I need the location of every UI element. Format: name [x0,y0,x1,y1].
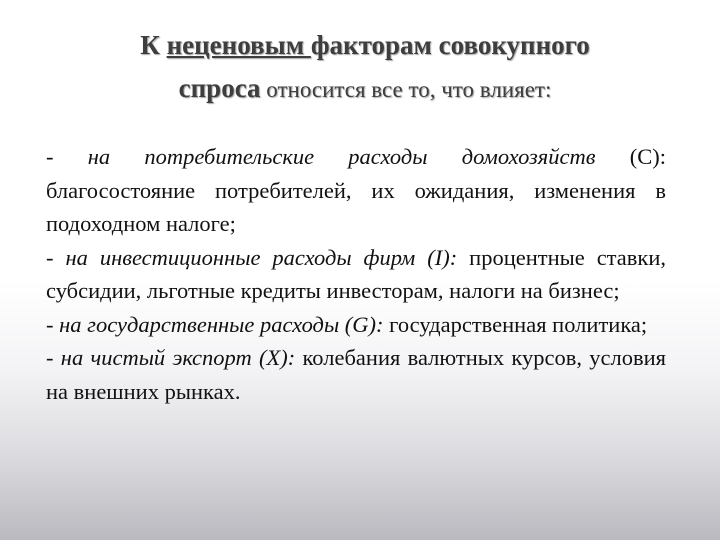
item-details: колебания валютных курсов, условия на внешних рынках. [46,345,666,404]
title-line-1 [60,26,670,69]
title-prefix: К [140,30,167,60]
factor-item-consumption [46,140,666,241]
factor-item-net-export [46,341,666,408]
item-dash: - [46,311,60,337]
factor-item-government [46,308,666,342]
factor-item-investment [46,241,666,308]
item-heading: на чистый экспорт (X): [60,345,296,370]
item-details: (С): благосостояние потребителей, их ожидания, изменения в подоходном налоге; [46,144,666,236]
slide-title [60,26,670,112]
item-heading: на государственные расходы (G): [59,311,384,337]
item-heading: на инвестиционные расходы фирм (I): [65,244,458,270]
factor-list [46,140,666,408]
item-heading: на потребительские расходы домохозяйств [87,144,596,169]
item-dash: - [46,144,88,169]
title-line2-bold: спроса [178,73,261,103]
item-details: процентные ставки, субсидии, льготные кредиты инвесторам, налоги на бизнес; [46,244,666,303]
title-underlined-word: неценовым [166,30,311,60]
item-dash: - [46,345,61,370]
title-line-2 [60,69,670,112]
title-line2-normal: относится все то, что влияет: [260,77,552,102]
item-details: государственная политика; [383,311,648,337]
item-dash: - [46,244,66,270]
title-line1-rest: факторам совокупного [310,30,590,60]
